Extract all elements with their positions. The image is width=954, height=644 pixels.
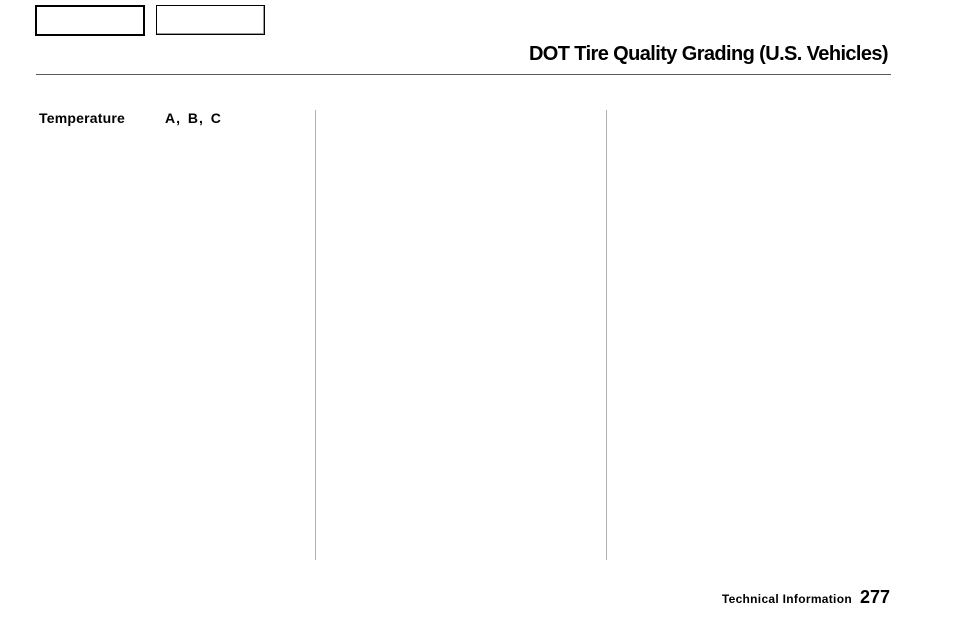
temperature-grade-row <box>39 110 222 126</box>
grade-values: A, B, C <box>165 110 222 126</box>
page-footer <box>722 587 890 608</box>
page-title: DOT Tire Quality Grading (U.S. Vehicles) <box>528 43 888 65</box>
main-menu-button[interactable] <box>35 5 145 36</box>
section-name: Technical Information <box>721 592 852 606</box>
column-divider-left <box>315 110 316 560</box>
grade-label: Temperature <box>39 110 125 126</box>
index-button[interactable] <box>156 5 265 35</box>
page-number: 277 <box>859 587 890 607</box>
title-divider <box>36 74 891 75</box>
column-divider-right <box>606 110 607 560</box>
